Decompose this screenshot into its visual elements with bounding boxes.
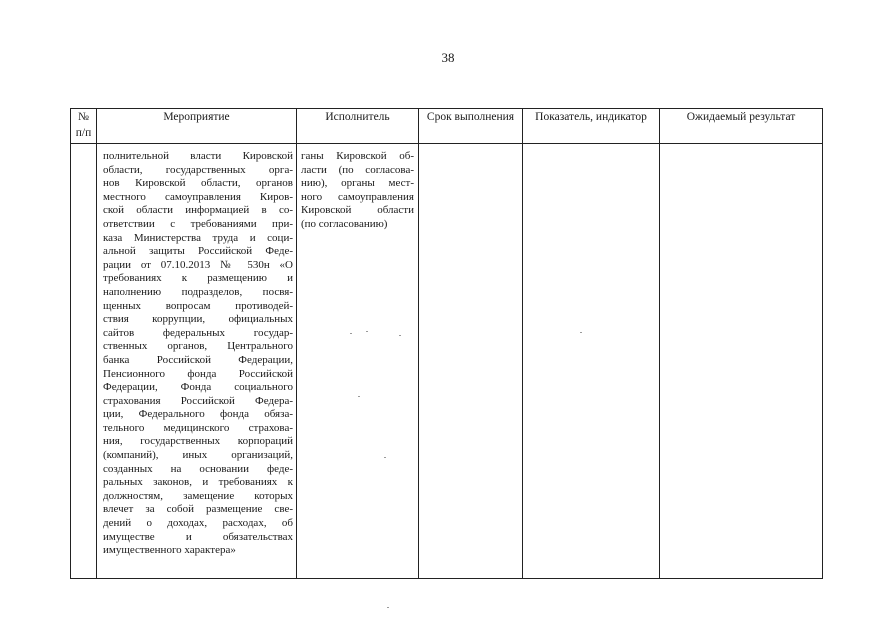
text-line: альной защиты Российской Феде- bbox=[103, 245, 293, 258]
table-row bbox=[71, 144, 823, 579]
text-line: Кировской области bbox=[301, 204, 414, 217]
page-number: 38 bbox=[441, 50, 455, 65]
cell-event bbox=[97, 144, 297, 579]
header-num-line1: № bbox=[78, 111, 89, 123]
scan-speck bbox=[366, 331, 368, 332]
table-header-row bbox=[71, 109, 823, 144]
text-line: ральных законов, и требованиях к bbox=[103, 476, 293, 489]
header-executor: Исполнитель bbox=[297, 109, 419, 144]
cell-indicator bbox=[523, 144, 660, 579]
text-line: ской области информацией в со- bbox=[103, 204, 293, 217]
text-line: ния, государственных корпораций bbox=[103, 435, 293, 448]
text-line: ганы Кировской об- bbox=[301, 150, 414, 162]
text-line: ственных органов, Центрального bbox=[103, 340, 293, 353]
header-num bbox=[71, 109, 97, 144]
cell-num bbox=[71, 144, 97, 579]
text-line: тельного медицинского страхова- bbox=[103, 421, 293, 434]
header-event: Мероприятие bbox=[97, 109, 297, 144]
text-line: имущественного характера» bbox=[103, 544, 236, 557]
text-line: имуществе и обязательствах bbox=[103, 530, 293, 543]
text-line: банка Российской Федерации, bbox=[103, 353, 293, 366]
text-line: нию), органы мест- bbox=[301, 177, 414, 190]
text-line: влечет за собой размещение све- bbox=[103, 503, 293, 516]
cell-executor bbox=[297, 144, 419, 579]
cell-term bbox=[419, 144, 523, 579]
executor-text bbox=[297, 144, 418, 232]
text-line: Федерации, Фонда социального bbox=[103, 381, 293, 394]
scan-speck bbox=[384, 457, 386, 458]
text-line: требованиях к размещению и bbox=[103, 272, 293, 285]
text-line: страхования Российской Федера- bbox=[103, 394, 293, 407]
text-line: ции, Федерального фонда обяза- bbox=[103, 408, 293, 421]
scan-speck bbox=[350, 333, 352, 334]
text-line: ласти (по согласова- bbox=[301, 163, 414, 176]
text-line: ответствии с требованиями при- bbox=[103, 217, 293, 230]
scan-speck bbox=[387, 607, 389, 608]
text-line: дений о доходах, расходах, об bbox=[103, 517, 293, 530]
text-line: области, государственных орга- bbox=[103, 163, 293, 176]
header-result: Ожидаемый результат bbox=[660, 109, 823, 144]
scan-speck bbox=[399, 335, 401, 336]
scan-speck bbox=[580, 332, 582, 333]
text-line: ного самоуправления bbox=[301, 190, 414, 203]
text-line: (компаний), иных организаций, bbox=[103, 449, 293, 462]
text-line: созданных на основании феде- bbox=[103, 462, 293, 475]
cell-result bbox=[660, 144, 823, 579]
text-line: каза Министерства труда и соци- bbox=[103, 231, 293, 244]
text-line: рации от 07.10.2013 № 530н «О bbox=[103, 258, 293, 271]
scan-speck bbox=[358, 396, 360, 397]
text-line: (по согласованию) bbox=[301, 217, 388, 230]
text-line: должностям, замещение которых bbox=[103, 489, 293, 502]
events-table bbox=[70, 108, 823, 579]
text-line: полнительной власти Кировской bbox=[103, 150, 293, 162]
header-num-line2: п/п bbox=[75, 127, 92, 139]
header-term: Срок выполнения bbox=[419, 109, 523, 144]
text-line: сайтов федеральных государ- bbox=[103, 326, 293, 339]
text-line: местного самоуправления Киров- bbox=[103, 190, 293, 203]
header-indicator: Показатель, индикатор bbox=[523, 109, 660, 144]
text-line: наполнению подразделов, посвя- bbox=[103, 285, 293, 298]
text-line: щенных вопросам противодей- bbox=[103, 299, 293, 312]
text-line: нов Кировской области, органов bbox=[103, 177, 293, 190]
text-line: ствия коррупции, официальных bbox=[103, 313, 293, 326]
text-line: Пенсионного фонда Российской bbox=[103, 367, 293, 380]
event-text bbox=[97, 144, 296, 558]
